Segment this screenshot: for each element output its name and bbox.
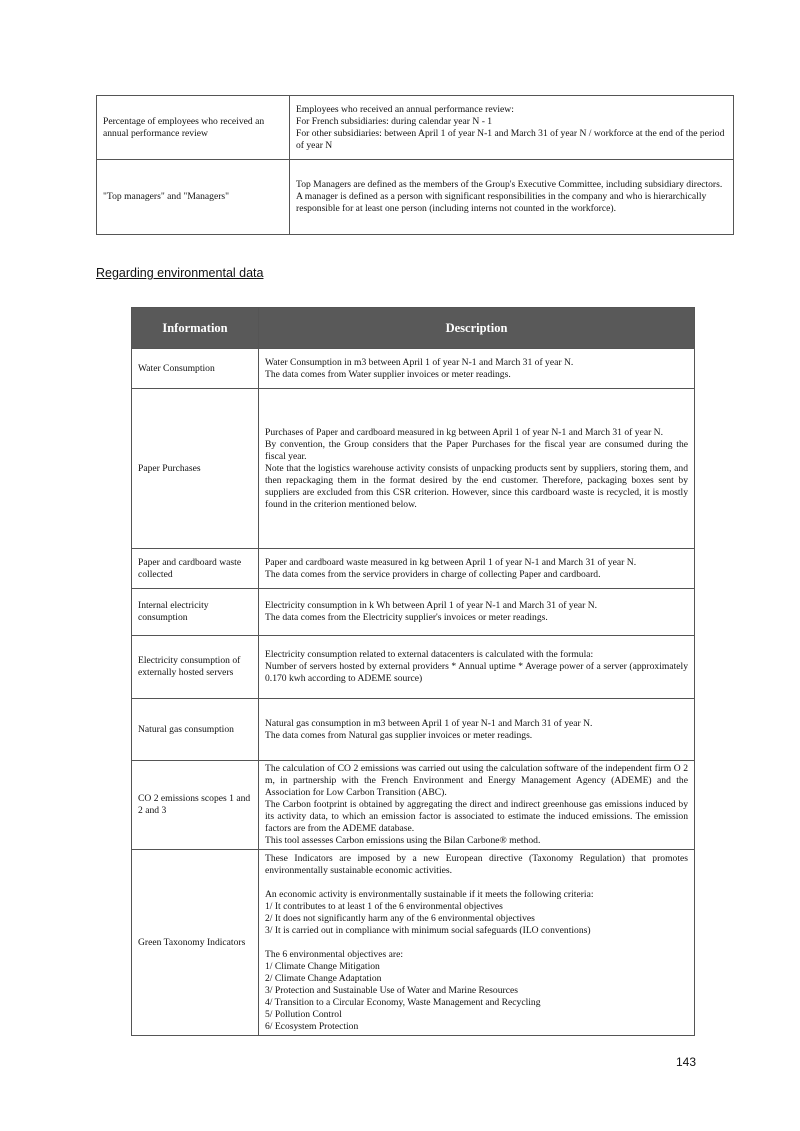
blank-line (265, 877, 688, 889)
description-line: Electricity consumption related to external datacenters is calculated with the formula: (265, 649, 594, 660)
row-description (290, 160, 734, 235)
row-label: Internal electricity consumption (132, 589, 259, 636)
hr-definitions-table (96, 95, 734, 235)
description-line: Top Managers are defined as the members of the Group's Executive Committee, including subsidiary directors. (296, 179, 723, 190)
description-line: The data comes from Water supplier invoices or meter readings. (265, 368, 511, 380)
description-line: 2/ It does not significantly harm any of the 6 environmental objectives (265, 912, 535, 924)
blank-line (265, 937, 688, 949)
row-label: Percentage of employees who received an annual performance review (97, 96, 290, 160)
description-line: The Carbon footprint is obtained by aggregating the direct and indirect greenhouse gas emissions induced by its activity data, to which an emission factor is associated to estimate the induced emissions. The emission factors are from the ADEME database. (265, 799, 688, 834)
header-description: Description (259, 308, 695, 349)
description-line: Purchases of Paper and cardboard measured in kg between April 1 of year N-1 and March 31 of year N. (265, 426, 663, 438)
table-header-row (132, 308, 695, 349)
description-line: 3/ Protection and Sustainable Use of Water and Marine Resources (265, 984, 518, 996)
description-line: Electricity consumption in k Wh between April 1 of year N-1 and March 31 of year N. (265, 600, 598, 611)
description-line: For French subsidiaries: during calendar year N - 1 (296, 115, 493, 127)
description-line: An economic activity is environmentally sustainable if it meets the following criteria: (265, 888, 594, 900)
description-line: 1/ Climate Change Mitigation (265, 960, 380, 972)
env-table-row (132, 589, 695, 636)
row-description (259, 636, 695, 699)
row-description (259, 699, 695, 761)
row-description (259, 349, 695, 389)
page-number: 143 (676, 1055, 697, 1069)
description-line: The data comes from the service providers in charge of collecting Paper and cardboard. (265, 568, 601, 580)
description-line: A manager is defined as a person with significant responsibilities in the company and who is hierarchically responsible for at least one person (including interns not counted in the workforce). (296, 191, 707, 214)
description-line: This tool assesses Carbon emissions using the Bilan Carbone® method. (265, 835, 541, 846)
description-line: The 6 environmental objectives are: (265, 948, 403, 960)
description-line: By convention, the Group considers that the Paper Purchases for the fiscal year are consumed during the fiscal year. (265, 438, 688, 462)
env-table-row (132, 636, 695, 699)
description-line: Natural gas consumption in m3 between April 1 of year N-1 and March 31 of year N. (265, 717, 593, 729)
env-table-row (132, 761, 695, 850)
description-line: These Indicators are imposed by a new European directive (Taxonomy Regulation) that promotes environmentally sustainable economic activities. (265, 852, 688, 876)
description-line: Water Consumption in m3 between April 1 of year N-1 and March 31 of year N. (265, 356, 574, 368)
row-label: Paper Purchases (132, 389, 259, 549)
row-description (259, 389, 695, 549)
description-line: The calculation of CO 2 emissions was carried out using the calculation software of the independent firm O 2 m, in partnership with the French Environment and Energy Management Agency (ADEME) and the Association for Low Carbon Transition (ABC). (265, 763, 688, 798)
row-label: Electricity consumption of externally hosted servers (132, 636, 259, 699)
row-label: Natural gas consumption (132, 699, 259, 761)
row-label: Paper and cardboard waste collected (132, 549, 259, 589)
description-line: The data comes from the Electricity supplier's invoices or meter readings. (265, 612, 548, 623)
row-description (259, 589, 695, 636)
description-line: 3/ It is carried out in compliance with minimum social safeguards (ILO conventions) (265, 924, 591, 936)
hr-table-row (97, 160, 734, 235)
section-title: Regarding environmental data (96, 266, 264, 280)
description-line: Number of servers hosted by external providers * Annual uptime * Average power of a server (approximately 0.170 kwh according to ADEME source) (265, 661, 688, 684)
description-line: Paper and cardboard waste measured in kg between April 1 of year N-1 and March 31 of year N. (265, 556, 637, 568)
description-line: 1/ It contributes to at least 1 of the 6 environmental objectives (265, 900, 503, 912)
description-line: Note that the logistics warehouse activity consists of unpacking products sent by suppliers, storing them, and then repackaging them in the format desired by the end customer. Therefore, packaging boxes sent by suppliers are excluded from this CSR criterion. However, since this cardboard waste is recycled, it is mostly found in the criterion mentioned below. (265, 462, 688, 510)
row-description (259, 549, 695, 589)
env-table-row (132, 850, 695, 1036)
env-table-row (132, 389, 695, 549)
hr-table-row (97, 96, 734, 160)
row-label: CO 2 emissions scopes 1 and 2 and 3 (132, 761, 259, 850)
description-line: Employees who received an annual performance review: (296, 103, 514, 115)
row-label: "Top managers" and "Managers" (97, 160, 290, 235)
header-information: Information (132, 308, 259, 349)
description-line: 2/ Climate Change Adaptation (265, 972, 382, 984)
row-label: Green Taxonomy Indicators (132, 850, 259, 1036)
description-line: 4/ Transition to a Circular Economy, Waste Management and Recycling (265, 996, 541, 1008)
env-table-row (132, 699, 695, 761)
description-line: For other subsidiaries: between April 1 of year N-1 and March 31 of year N / workforce at the end of the period of year N (296, 127, 725, 151)
description-line: 6/ Ecosystem Protection (265, 1020, 359, 1032)
environmental-data-table (131, 307, 695, 1036)
description-line: The data comes from Natural gas supplier invoices or meter readings. (265, 729, 533, 741)
row-label: Water Consumption (132, 349, 259, 389)
row-description (290, 96, 734, 160)
description-line: 5/ Pollution Control (265, 1008, 342, 1020)
row-description (259, 850, 695, 1036)
row-description (259, 761, 695, 850)
env-table-row (132, 549, 695, 589)
env-table-row (132, 349, 695, 389)
